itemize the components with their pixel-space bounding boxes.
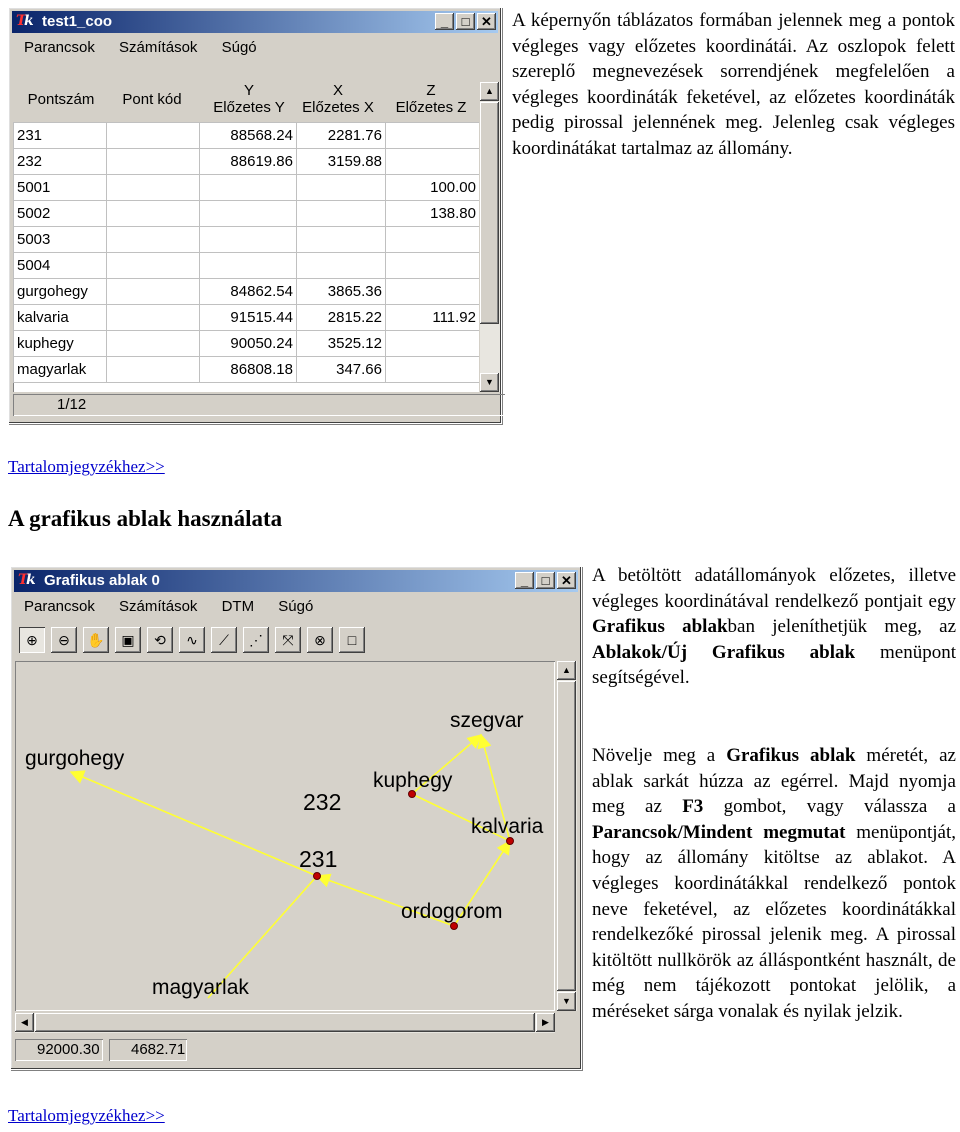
graphic-vertical-scrollbar[interactable]	[557, 661, 577, 1011]
table-row[interactable]	[14, 331, 480, 357]
table-cell-code[interactable]	[107, 357, 200, 383]
table-cell-x[interactable]	[297, 201, 386, 227]
table-cell-name[interactable]: 5003	[14, 227, 107, 253]
table-cell-x[interactable]: 2815.22	[297, 305, 386, 331]
zoom-in-icon[interactable]: ⊕	[19, 627, 45, 653]
table-cell-x[interactable]: 3865.36	[297, 279, 386, 305]
table-cell-code[interactable]	[107, 331, 200, 357]
scroll-up-icon[interactable]: ▲	[480, 82, 499, 101]
table-row[interactable]	[14, 357, 480, 383]
minimize-icon[interactable]: _	[515, 572, 534, 589]
coordinate-menubar	[12, 35, 498, 61]
scroll-down-icon[interactable]: ▼	[480, 373, 499, 392]
table-cell-y[interactable]	[200, 253, 297, 279]
coordinate-window-titlebar[interactable]	[12, 11, 498, 33]
coordinate-table	[13, 122, 479, 383]
table-row[interactable]	[14, 123, 480, 149]
scroll-down-icon[interactable]: ▼	[557, 992, 576, 1011]
table-cell-name[interactable]: magyarlak	[14, 357, 107, 383]
table-cell-name[interactable]: 5002	[14, 201, 107, 227]
table-cell-z[interactable]	[386, 279, 480, 305]
scroll-thumb[interactable]	[480, 102, 499, 324]
point-label[interactable]: 231	[299, 846, 338, 872]
graphic-window	[10, 566, 582, 1070]
pan-hand-icon[interactable]: ✋	[83, 627, 109, 653]
table-cell-name[interactable]: 232	[14, 149, 107, 175]
toc-link[interactable]: Tartalomjegyzékhez>>	[8, 457, 165, 476]
column-header-point-code[interactable]: Pont kód	[122, 91, 182, 108]
empty-icon[interactable]: □	[339, 627, 365, 653]
table-cell-y[interactable]: 90050.24	[200, 331, 297, 357]
menu-parancsok[interactable]: Parancsok	[24, 39, 95, 56]
table-cell-code[interactable]	[107, 305, 200, 331]
table-row[interactable]	[14, 149, 480, 175]
table-cell-name[interactable]: kalvaria	[14, 305, 107, 331]
delete-icon[interactable]: ⊗	[307, 627, 333, 653]
table-cell-code[interactable]	[107, 201, 200, 227]
graphic-menubar	[14, 594, 578, 620]
scroll-up-icon[interactable]: ▲	[557, 661, 576, 680]
window-title: test1_coo	[42, 13, 113, 30]
table-row[interactable]	[14, 305, 480, 331]
table-cell-z[interactable]	[386, 149, 480, 175]
table-cell-x[interactable]	[297, 227, 386, 253]
table-cell-z[interactable]	[386, 253, 480, 279]
table-cell-name[interactable]: kuphegy	[14, 331, 107, 357]
table-cell-y[interactable]: 91515.44	[200, 305, 297, 331]
point-label[interactable]: magyarlak	[152, 976, 249, 999]
table-row[interactable]	[14, 253, 480, 279]
zoom-window-icon[interactable]: ▣	[115, 627, 141, 653]
table-cell-y[interactable]	[200, 175, 297, 201]
table-row[interactable]	[14, 201, 480, 227]
column-header-z[interactable]: Z Előzetes Z	[395, 82, 467, 116]
table-cell-x[interactable]: 347.66	[297, 357, 386, 383]
table-cell-name[interactable]: 5004	[14, 253, 107, 279]
column-header-x[interactable]: X Előzetes X	[302, 82, 374, 116]
close-icon[interactable]: ✕	[557, 572, 576, 589]
description-paragraph-2: A betöltött adatállományok előzetes, illetve végleges koordinátával rendelkező pontjait egy Grafikus ablakban jeleníthetjük meg, az Ablakok/Új Grafikus ablak menüpont segítségével.	[592, 565, 956, 689]
point-label[interactable]: 232	[303, 789, 342, 815]
observation-line	[71, 772, 317, 876]
table-row[interactable]	[14, 175, 480, 201]
table-cell-y[interactable]: 86808.18	[200, 357, 297, 383]
menu-sugo[interactable]: Súgó	[221, 39, 257, 56]
table-row[interactable]	[14, 279, 480, 305]
status-x-coordinate: 4682.71	[109, 1039, 187, 1061]
table-cell-x[interactable]: 3159.88	[297, 149, 386, 175]
table-cell-y[interactable]	[200, 201, 297, 227]
coordinate-vertical-scrollbar[interactable]	[480, 82, 500, 392]
tk-logo-icon: T k	[16, 13, 34, 29]
scroll-left-icon[interactable]: ◀	[15, 1013, 34, 1032]
table-cell-code[interactable]	[107, 253, 200, 279]
table-cell-x[interactable]	[297, 175, 386, 201]
table-cell-code[interactable]	[107, 227, 200, 253]
coordinate-window	[8, 7, 502, 424]
maximize-icon[interactable]: □	[456, 13, 475, 30]
network-plot	[15, 661, 555, 1011]
table-cell-x[interactable]: 2281.76	[297, 123, 386, 149]
scroll-thumb[interactable]	[557, 681, 576, 991]
measure-icon[interactable]: ⟋	[211, 627, 237, 653]
select-area-icon[interactable]: ⋰	[243, 627, 269, 653]
point-label[interactable]: kalvaria	[471, 815, 544, 838]
table-cell-code[interactable]	[107, 123, 200, 149]
table-cell-name[interactable]: 231	[14, 123, 107, 149]
station-point-marker[interactable]	[314, 873, 321, 880]
status-y-coordinate: 92000.30	[15, 1039, 103, 1061]
menu-dtm[interactable]: DTM	[221, 598, 255, 615]
status-record-counter: 1/12	[13, 394, 505, 416]
menu-sugo[interactable]: Súgó	[278, 598, 314, 615]
close-icon[interactable]: ✕	[477, 13, 496, 30]
table-cell-x[interactable]: 3525.12	[297, 331, 386, 357]
description-paragraph-3: Növelje meg a Grafikus ablak méretét, az ablak sarkát húzza az egérrel. Majd nyomja meg az F3 gombot, vagy válassza a Parancsok/Mindent megmutat menüpontját, hogy az állomány kitöltse az ablakot. A végleges koordinátákkal rendelkező pontok neve feketével, az előzetes koordinátákkal rendelkezőké pirossal jelenik meg. A pirossal kitöltött nullkörök az álláspontként használt, de még nem tájékozott pontokat jelölik, a méréseket sárga vonalak és nyilak jelzik.	[592, 745, 956, 1022]
scroll-right-icon[interactable]: ▶	[536, 1013, 555, 1032]
graphic-horizontal-scrollbar[interactable]	[15, 1013, 555, 1033]
table-cell-z[interactable]	[386, 123, 480, 149]
table-cell-y[interactable]	[200, 227, 297, 253]
table-cell-code[interactable]	[107, 279, 200, 305]
window-title: Grafikus ablak 0	[44, 572, 160, 589]
polyline-icon[interactable]: ∿	[179, 627, 205, 653]
table-cell-name[interactable]: 5001	[14, 175, 107, 201]
select-icon[interactable]: ⤧	[275, 627, 301, 653]
point-label[interactable]: kuphegy	[373, 769, 453, 792]
table-cell-code[interactable]	[107, 175, 200, 201]
minimize-icon[interactable]: _	[435, 13, 454, 30]
section-heading: A grafikus ablak használata	[8, 506, 283, 531]
table-cell-code[interactable]	[107, 149, 200, 175]
graphic-window-titlebar[interactable]	[14, 570, 578, 592]
graphic-toolbar	[19, 627, 371, 655]
table-cell-z[interactable]: 111.92	[386, 305, 480, 331]
scroll-thumb[interactable]	[35, 1013, 535, 1032]
table-cell-z[interactable]	[386, 331, 480, 357]
point-label[interactable]: ordogorom	[401, 900, 503, 923]
station-point-marker[interactable]	[451, 923, 458, 930]
description-paragraph-1: A képernyőn táblázatos formában jelennek meg a pontok végleges vagy előzetes koordinátái. Az oszlopok felett szereplő megnevezések sorrendjének megfelelően a végleges koordináták feketével, az előzetes koordináták pedig pirossal jelennének meg. Jelenleg csak végleges koordinátákat tartalmaz az állomány.	[512, 10, 955, 159]
table-cell-name[interactable]: gurgohegy	[14, 279, 107, 305]
table-row[interactable]	[14, 227, 480, 253]
maximize-icon[interactable]: □	[536, 572, 555, 589]
table-cell-y[interactable]: 88619.86	[200, 149, 297, 175]
table-cell-y[interactable]: 84862.54	[200, 279, 297, 305]
table-cell-z[interactable]	[386, 357, 480, 383]
graphic-canvas[interactable]	[15, 661, 555, 1011]
table-cell-z[interactable]: 138.80	[386, 201, 480, 227]
table-cell-y[interactable]: 88568.24	[200, 123, 297, 149]
station-point-marker[interactable]	[507, 838, 514, 845]
column-header-point-no[interactable]: Pontszám	[27, 91, 95, 108]
point-label[interactable]: szegvar	[450, 709, 524, 732]
column-header-y[interactable]: Y Előzetes Y	[213, 82, 285, 116]
menu-szamitasok[interactable]: Számítások	[119, 39, 198, 56]
menu-szamitasok[interactable]: Számítások	[119, 598, 198, 615]
table-cell-z[interactable]: 100.00	[386, 175, 480, 201]
toc-link-bottom[interactable]: Tartalomjegyzékhez>>	[8, 1106, 165, 1125]
table-cell-z[interactable]	[386, 227, 480, 253]
zoom-out-icon[interactable]: ⊖	[51, 627, 77, 653]
point-label[interactable]: gurgohegy	[25, 747, 125, 770]
coordinate-table-frame	[13, 122, 479, 392]
menu-parancsok[interactable]: Parancsok	[24, 598, 95, 615]
table-cell-x[interactable]	[297, 253, 386, 279]
tk-logo-icon: T k	[18, 572, 36, 588]
rotate-icon[interactable]: ⟲	[147, 627, 173, 653]
